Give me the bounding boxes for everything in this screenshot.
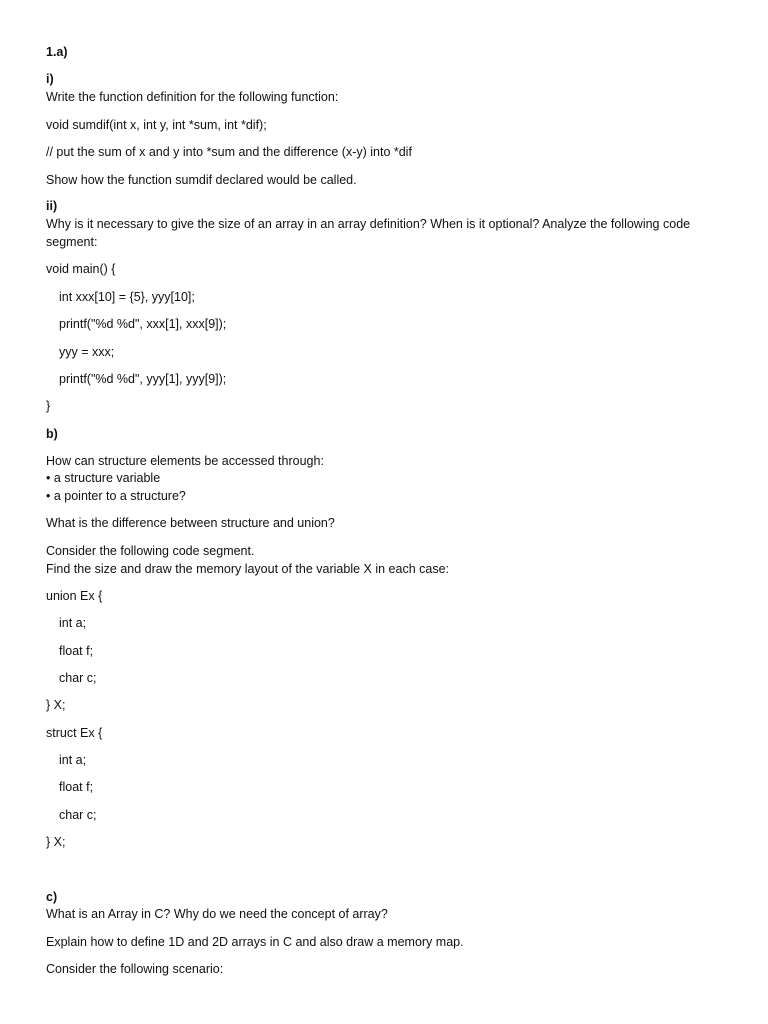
part-c-label: c) (46, 890, 58, 904)
part-i-prompt: Write the function definition for the following function: (46, 90, 339, 104)
struct-member-a: int a; (59, 753, 87, 767)
union-close: } X; (46, 698, 66, 712)
part-i-label: i) (46, 72, 54, 86)
code-line-printf-xxx: printf("%d %d", xxx[1], xxx[9]); (59, 317, 227, 331)
code-line-decl: int xxx[10] = {5}, yyy[10]; (59, 290, 195, 304)
bullet-pointer-to-structure: • a pointer to a structure? (46, 489, 186, 503)
access-question: How can structure elements be accessed through: (46, 454, 324, 468)
struct-member-f: float f; (59, 780, 94, 794)
union-member-f: float f; (59, 644, 94, 658)
question-1a-heading: 1.a) (46, 45, 68, 59)
bullet-structure-variable: • a structure variable (46, 471, 161, 485)
sumdif-comment: // put the sum of x and y into *sum and the difference (x-y) into *dif (46, 145, 412, 159)
code-line-close: } (46, 399, 51, 413)
union-member-c: char c; (59, 671, 97, 685)
part-ii-question-line1: Why is it necessary to give the size of an array in an array definition? When is it optional? Analyze the following code (46, 217, 691, 231)
difference-question: What is the difference between structure and union? (46, 516, 335, 530)
call-prompt: Show how the function sumdif declared would be called. (46, 173, 357, 187)
struct-close: } X; (46, 835, 66, 849)
array-question: What is an Array in C? Why do we need the concept of array? (46, 907, 388, 921)
union-open: union Ex { (46, 589, 103, 603)
consider-line: Consider the following code segment. (46, 544, 255, 558)
union-member-a: int a; (59, 616, 87, 630)
code-line-printf-yyy: printf("%d %d", yyy[1], yyy[9]); (59, 372, 227, 386)
part-ii-question-line2: segment: (46, 235, 98, 249)
code-line-main: void main() { (46, 262, 116, 276)
struct-open: struct Ex { (46, 726, 103, 740)
part-b-label: b) (46, 427, 58, 441)
find-size-line: Find the size and draw the memory layout of the variable X in each case: (46, 562, 449, 576)
scenario-line: Consider the following scenario: (46, 962, 224, 976)
sumdif-signature: void sumdif(int x, int y, int *sum, int *dif); (46, 118, 267, 132)
code-line-assign: yyy = xxx; (59, 345, 115, 359)
part-ii-label: ii) (46, 199, 58, 213)
struct-member-c: char c; (59, 808, 97, 822)
define-arrays-question: Explain how to define 1D and 2D arrays in C and also draw a memory map. (46, 935, 464, 949)
